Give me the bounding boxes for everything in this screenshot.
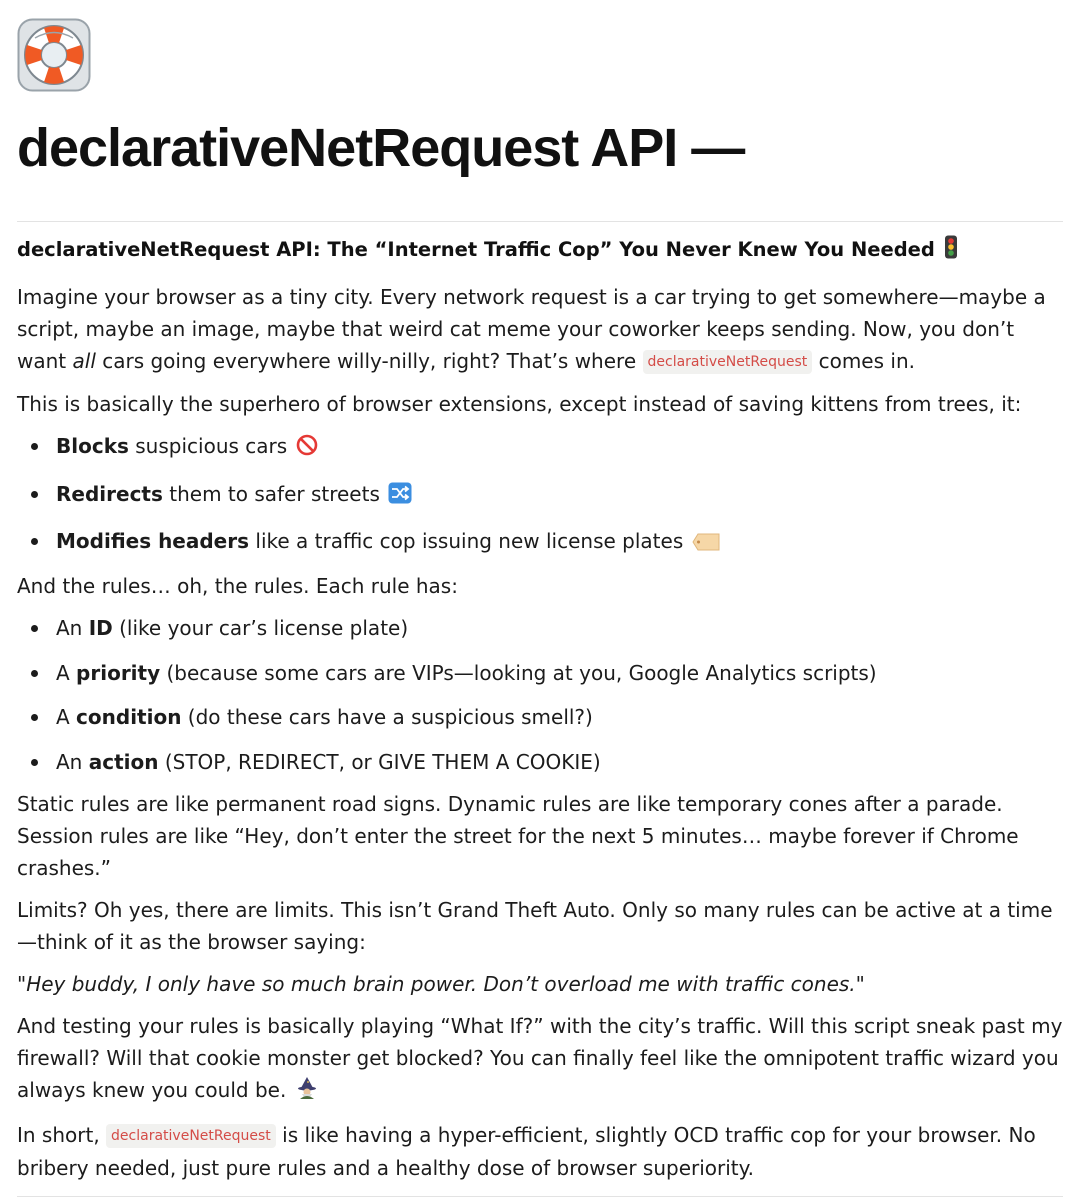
rule-part-prefix: A — [56, 660, 77, 685]
rule-part-prefix: An — [56, 616, 89, 640]
intro-text-3: comes in. — [812, 349, 915, 373]
ability-label: Redirects — [56, 481, 163, 506]
summary-text-1: In short, — [17, 1122, 107, 1147]
testing-text: And testing your rules is basically playing “What If?” with the city’s traffic. Will this script sneak past my firewall? Will that cookie monster get blocked? You can finally feel like the omnipotent traffic wizard you always knew you could be. — [17, 1013, 1063, 1102]
traffic-light-icon — [944, 235, 958, 271]
abilities-list — [17, 430, 1063, 560]
page-title[interactable]: declarativeNetRequest API — — [17, 118, 745, 178]
list-item — [56, 746, 1063, 778]
rule-part-text: (because some cars are VIPs—looking at you, Google Analytics scripts) — [160, 660, 877, 685]
rule-part-label: ID — [88, 616, 113, 640]
rule-part-text: (STOP, REDIRECT, or GIVE THEM A COOKIE) — [158, 749, 601, 774]
intro-text-2: cars going everywhere willy-nilly, right? That’s where — [95, 349, 643, 373]
summary-paragraph — [17, 1119, 1063, 1184]
no-entry-icon — [296, 433, 318, 465]
list-item — [56, 478, 1063, 513]
summary-text-2: is like having a hyper-efficient, slightly OCD traffic cop for your browser. No bribery needed, just pure rules and a healthy dose of browser superiority. — [17, 1122, 1036, 1180]
superhero-paragraph: This is basically the superhero of browser extensions, except instead of saving kittens from trees, it: — [17, 392, 1022, 416]
rule-part-text: (do these cars have a suspicious smell?) — [181, 705, 593, 729]
quote-paragraph: "Hey buddy, I only have so much brain power. Don’t overload me with traffic cones." — [17, 971, 865, 996]
inline-code: declarativeNetRequest — [643, 350, 813, 374]
list-item — [56, 430, 1063, 465]
ability-label: Modifies headers — [56, 529, 250, 553]
rule-part-text: (like your car’s license plate) — [112, 616, 409, 640]
ability-text: like a traffic cop issuing new license plates — [249, 529, 684, 553]
label-tag-icon — [692, 528, 720, 560]
intro-text-1: Imagine your browser as a tiny city. Every network request is a car trying to get somewhere—maybe a script, maybe an image, maybe that weird cat meme your coworker keeps sending. Now, you don’t want — [17, 285, 1046, 373]
list-item — [56, 657, 1063, 689]
wizard-icon — [295, 1076, 319, 1109]
rule-part-label: priority — [76, 660, 161, 685]
rule-parts-list — [17, 612, 1063, 778]
bottom-divider — [17, 1196, 1063, 1197]
intro-emphasis: all — [72, 349, 96, 373]
lifebuoy-icon[interactable] — [17, 18, 91, 92]
rules-intro: And the rules… oh, the rules. Each rule has: — [17, 574, 458, 598]
rule-part-label: action — [88, 749, 159, 774]
list-item — [56, 525, 1063, 560]
rule-part-label: condition — [76, 705, 182, 729]
top-divider — [17, 221, 1063, 222]
inline-code: declarativeNetRequest — [106, 1124, 276, 1148]
intro-paragraph — [17, 281, 1063, 378]
list-item — [56, 612, 1063, 644]
ability-text: suspicious cars — [128, 434, 288, 458]
article-heading-text: declarativeNetRequest API: The “Internet Traffic Cop” You Never Knew You Needed — [17, 238, 935, 261]
list-item — [56, 701, 1063, 733]
rule-part-prefix: A — [56, 705, 77, 729]
ability-label: Blocks — [56, 434, 129, 458]
page-content — [17, 232, 1063, 1194]
rule-types-paragraph: Static rules are like permanent road signs. Dynamic rules are like temporary cones after a parade. Session rules are like “Hey, don’t enter the street for the next 5 minutes… maybe forever if Chrome crashes.” — [17, 791, 1019, 880]
limits-paragraph: Limits? Oh yes, there are limits. This isn’t Grand Theft Auto. Only so many rules can be active at a time —think of it as the browser saying: — [17, 897, 1053, 954]
rule-part-prefix: An — [56, 749, 89, 774]
article-heading — [17, 232, 1063, 271]
shuffle-icon — [388, 481, 412, 513]
testing-paragraph — [17, 1010, 1063, 1109]
ability-text: them to safer streets — [162, 481, 380, 506]
